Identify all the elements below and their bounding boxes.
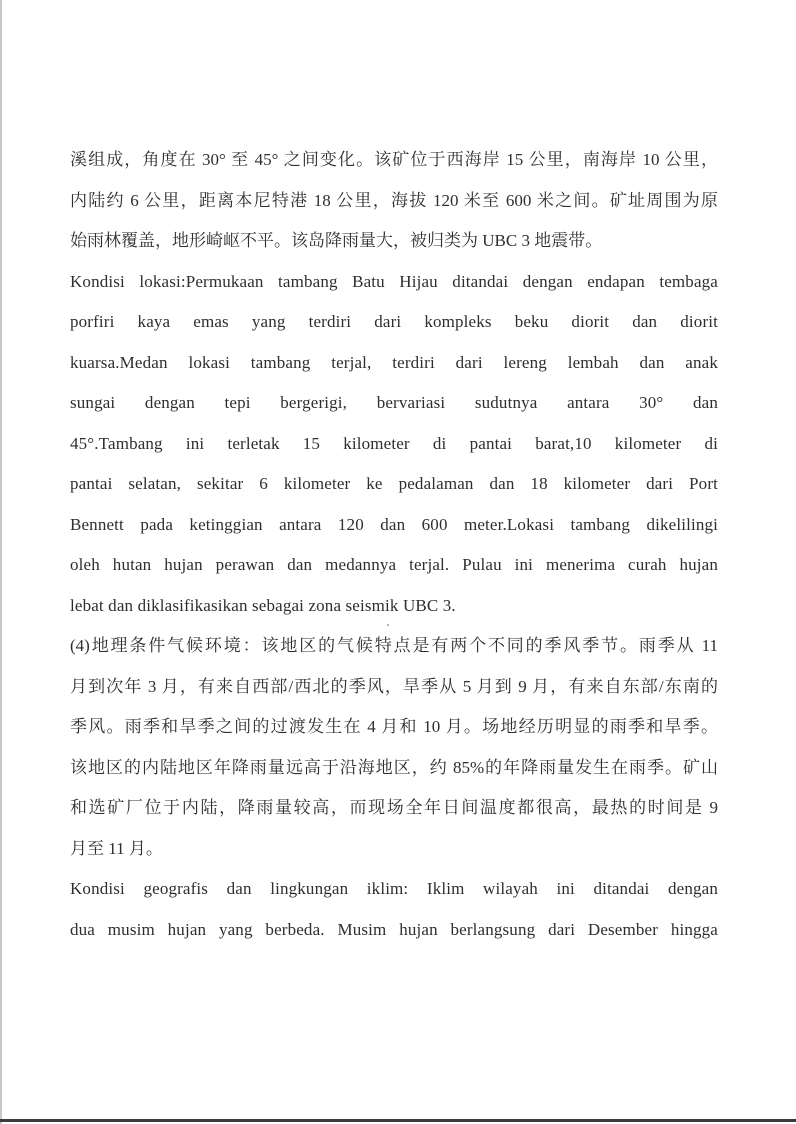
document-body xyxy=(70,140,718,950)
text-line: Kondisi lokasi:Permukaan tambang Batu Hijau ditandai dengan endapan tembaga xyxy=(70,271,718,291)
paragraph-zh-climate xyxy=(70,626,718,869)
text-line: 和选矿厂位于内陆，降雨量较高，而现场全年日间温度都很高，最热的时间是 9 xyxy=(70,798,718,817)
text-line: pantai selatan, sekitar 6 kilometer ke pedalaman dan 18 kilometer dari Port xyxy=(70,474,718,493)
text-line: 内陆约 6 公里，距离本尼特港 18 公里，海拔 120 米至 600 米之间。矿址周围为原 xyxy=(70,190,718,210)
text-line: 溪组成，角度在 30° 至 45° 之间变化。该矿位于西海岸 15 公里，南海岸 10 公里， xyxy=(70,150,718,169)
text-line: 月到次年 3 月，有来自西部/西北的季风，旱季从 5 月到 9 月，有来自东部/东南的 xyxy=(70,676,718,696)
text-line: Bennett pada ketinggian antara 120 dan 600 meter.Lokasi tambang dikelilingi xyxy=(70,514,718,534)
text-line: porfiri kaya emas yang terdiri dari kompleks beku diorit dan diorit xyxy=(70,312,718,331)
text-line: (4)地理条件气候环境：该地区的气候特点是有两个不同的季风季节。雨季从 11 xyxy=(70,636,718,655)
text-line: oleh hutan hujan perawan dan medannya terjal. Pulau ini menerima curah hujan xyxy=(70,555,718,574)
text-line: 季风。雨季和旱季之间的过渡发生在 4 月和 10 月。场地经历明显的雨季和旱季。 xyxy=(70,717,718,736)
text-line: Kondisi geografis dan lingkungan iklim: Iklim wilayah ini ditandai dengan xyxy=(70,879,718,898)
text-line: dua musim hujan yang berbeda. Musim hujan berlangsung dari Desember hingga xyxy=(70,919,718,939)
text-line: 该地区的内陆地区年降雨量远高于沿海地区，约 85%的年降雨量发生在雨季。矿山 xyxy=(70,757,718,777)
text-line: lebat dan diklasifikasikan sebagai zona seismik UBC 3. xyxy=(70,595,456,615)
paragraph-id-kondisi-lokasi xyxy=(70,262,718,627)
text-line: kuarsa.Medan lokasi tambang terjal, terdiri dari lereng lembah dan anak xyxy=(70,352,718,372)
text-line: sungai dengan tepi bergerigi, bervariasi sudutnya antara 30° dan xyxy=(70,393,718,412)
paragraph-zh-site-description xyxy=(70,140,718,262)
text-line: 月至 11 月。 xyxy=(70,838,163,858)
paragraph-id-kondisi-geografis xyxy=(70,869,718,950)
text-line: 始雨林覆盖，地形崎岖不平。该岛降雨量大，被归类为 UBC 3 地震带。 xyxy=(70,231,603,250)
scan-bottom-rule xyxy=(0,1119,796,1122)
text-line: 45°.Tambang ini terletak 15 kilometer di pantai barat,10 kilometer di xyxy=(70,433,718,453)
scan-edge-left xyxy=(0,0,2,1124)
